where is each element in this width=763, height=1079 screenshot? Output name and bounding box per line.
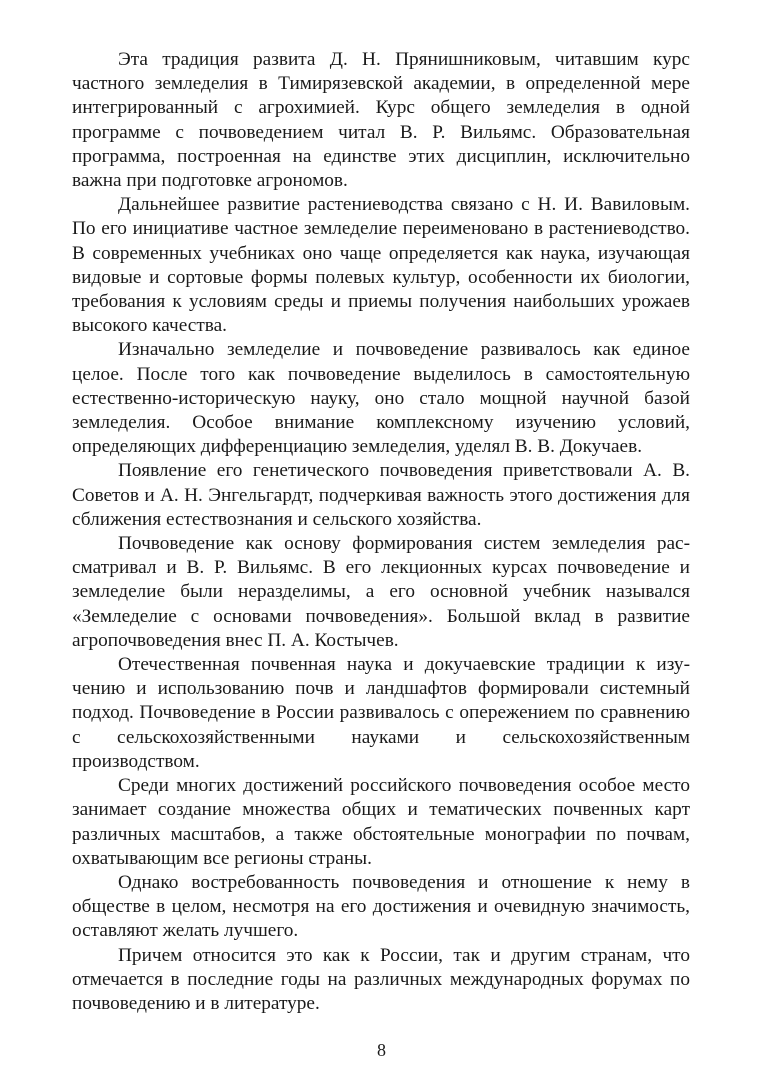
paragraph-7: Среди многих достижений российского почвоведения особое место занимает создание множества общих и тематических почвенных карт различных масштабов, а также обстоятельные монографии по почвам, охватывающим все регионы страны. [72, 775, 690, 869]
paragraph-8: Однако востребованность почвоведения и отношение к нему в обществе в целом, несмотря на его достижения и очевидную значимость, оставляют желать лучшего. [72, 871, 690, 942]
paragraph-5: Почвоведение как основу формирования систем земледелия рассматривал и В. Р. Вильямс. В его лекционных курсах почвоведение и земледелие были неразделимы, а его основной учебник назывался «Земледелие с основами почвоведения». Большой вклад в развитие агропочвоведения внес П. А. Костычев. [72, 533, 690, 651]
paragraph-4: Появление его генетического почвоведения приветствовали А. В. Советов и А. Н. Энгельгардт, подчеркивая важность этого достижения для сближения естествознания и сельского хозяйства. [72, 460, 690, 530]
page-body [72, 48, 690, 1016]
page-number: 8 [377, 1040, 386, 1060]
paragraph-6: Отечественная почвенная наука и докучаевские традиции к изучению и использованию почв и ландшафтов формировали системный подход. Почвоведение в России развивалось с опережением по сравнению с сельскохозяйственными науками и сельскохозяйственным производством. [72, 654, 690, 772]
paragraph-9: Причем относится это как к России, так и другим странам, что отмечается в последние годы на различных международных форумах по почвоведению и в литературе. [72, 944, 690, 1014]
paragraph-1: Эта традиция развита Д. Н. Прянишниковым, читавшим курс частного земледелия в Тимирязевской академии, в определенной мере интегрированный с агрохимией. Курс общего земледелия в одной программе с почвоведением читал В. Р. Вильямс. Образовательная программа, построенная на единстве этих дисциплин, исключительно важна при подготовке агрономов. [72, 49, 690, 192]
paragraph-3: Изначально земледелие и почвоведение развивалось как единое целое. После того как почвоведение выделилось в самостоятельную естественно-историческую науку, оно стало мощной научной базой земледелия. Особое внимание комплексному изучению условий, определяющих дифференциацию земледелия, уделял В. В. Докучаев. [72, 339, 690, 458]
paragraph-2: Дальнейшее развитие растениеводства связано с Н. И. Вавиловым. По его инициативе частное земледелие переименовано в растениеводство. В современных учебниках оно чаще определяется как наука, изучающая видовые и сортовые формы полевых культур, особенности их биологии, требования к условиям среды и приемы получения наибольших урожаев высокого качества. [72, 194, 690, 337]
